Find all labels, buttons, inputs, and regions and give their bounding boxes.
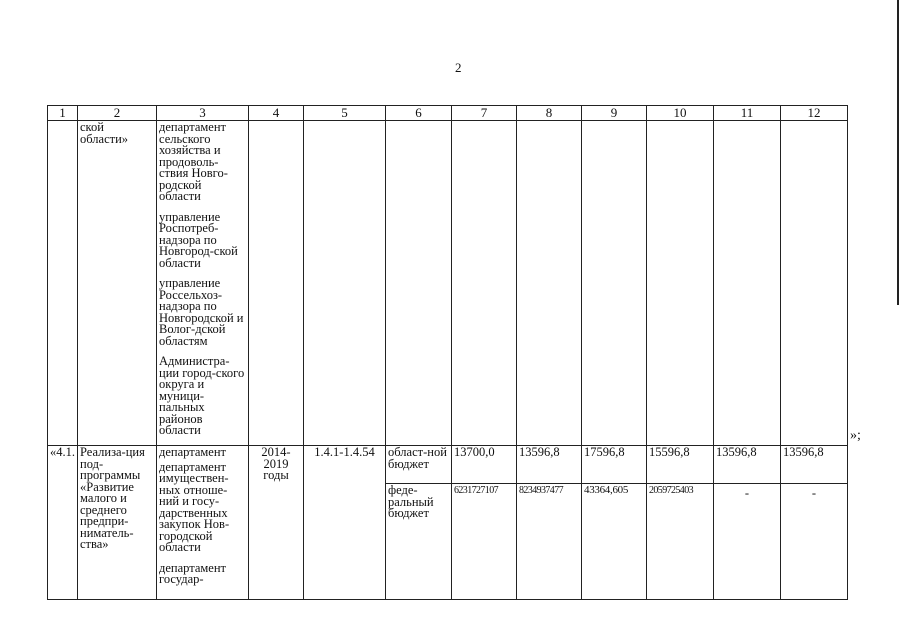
header-cell: 10: [647, 106, 714, 121]
funding-value: 15596,8: [647, 446, 714, 484]
funding-value: 13596,8: [517, 446, 582, 484]
funding-value: 17596,8: [582, 446, 647, 484]
item-number: «4.1.: [48, 446, 78, 600]
executors-cell: [157, 446, 249, 600]
funding-value: -: [781, 484, 848, 600]
period-cell: 2014-2019 годы: [249, 446, 304, 600]
executors-cell: [157, 121, 249, 446]
header-cell: 4: [249, 106, 304, 121]
funding-value: 13700,0: [452, 446, 517, 484]
funding-value: 2059725403: [647, 484, 714, 600]
funding-value: -: [714, 484, 781, 600]
program-name-cell: Реализа-ция под-программы «Развитие малого и среднего предпри-ниматель-ства»: [78, 446, 157, 600]
header-cell: 1: [48, 106, 78, 121]
funding-value: 6231727107: [452, 484, 517, 600]
header-cell: 9: [582, 106, 647, 121]
funding-value: 8234937477: [517, 484, 582, 600]
indicator-range-cell: 1.4.1-1.4.54: [304, 446, 386, 600]
funding-source: феде-ральный бюджет: [386, 484, 452, 600]
header-cell: 7: [452, 106, 517, 121]
funding-source: област-ной бюджет: [386, 446, 452, 484]
executor-text: департамент государ-: [159, 560, 227, 586]
executor-text: управление Россельхоз-надзора по Новгородской и Волог-дской областям: [159, 276, 244, 348]
header-cell: 6: [386, 106, 452, 121]
header-cell: 2: [78, 106, 157, 121]
page-number: 2: [455, 60, 462, 75]
header-cell: 11: [714, 106, 781, 121]
header-cell: 8: [517, 106, 582, 121]
executor-text: департамент имуществен-ных отноше-ний и госу-дарственных закупок Нов-городской области: [159, 459, 230, 554]
closing-quote: »;: [850, 428, 861, 443]
program-name-cell: ской области»: [78, 121, 157, 446]
executor-text: департамент: [159, 445, 227, 459]
header-cell: 3: [157, 106, 249, 121]
executor-text: управление Роспотреб-надзора по Новгород-ской области: [159, 209, 238, 270]
executor-text: Администра-ции город-ского округа и муници-пальных районов области: [159, 354, 245, 437]
header-cell: 5: [304, 106, 386, 121]
table-row: [48, 446, 848, 484]
funding-value: 13596,8: [781, 446, 848, 484]
margin-rule: [897, 0, 899, 305]
header-row: [48, 106, 848, 121]
header-cell: 12: [781, 106, 848, 121]
program-table: [47, 105, 848, 600]
table-row: [48, 121, 848, 446]
funding-value: 13596,8: [714, 446, 781, 484]
funding-value: 43364,605: [582, 484, 647, 600]
executor-text: департамент сельского хозяйства и продоволь-ствия Новго-родской области: [159, 120, 228, 203]
